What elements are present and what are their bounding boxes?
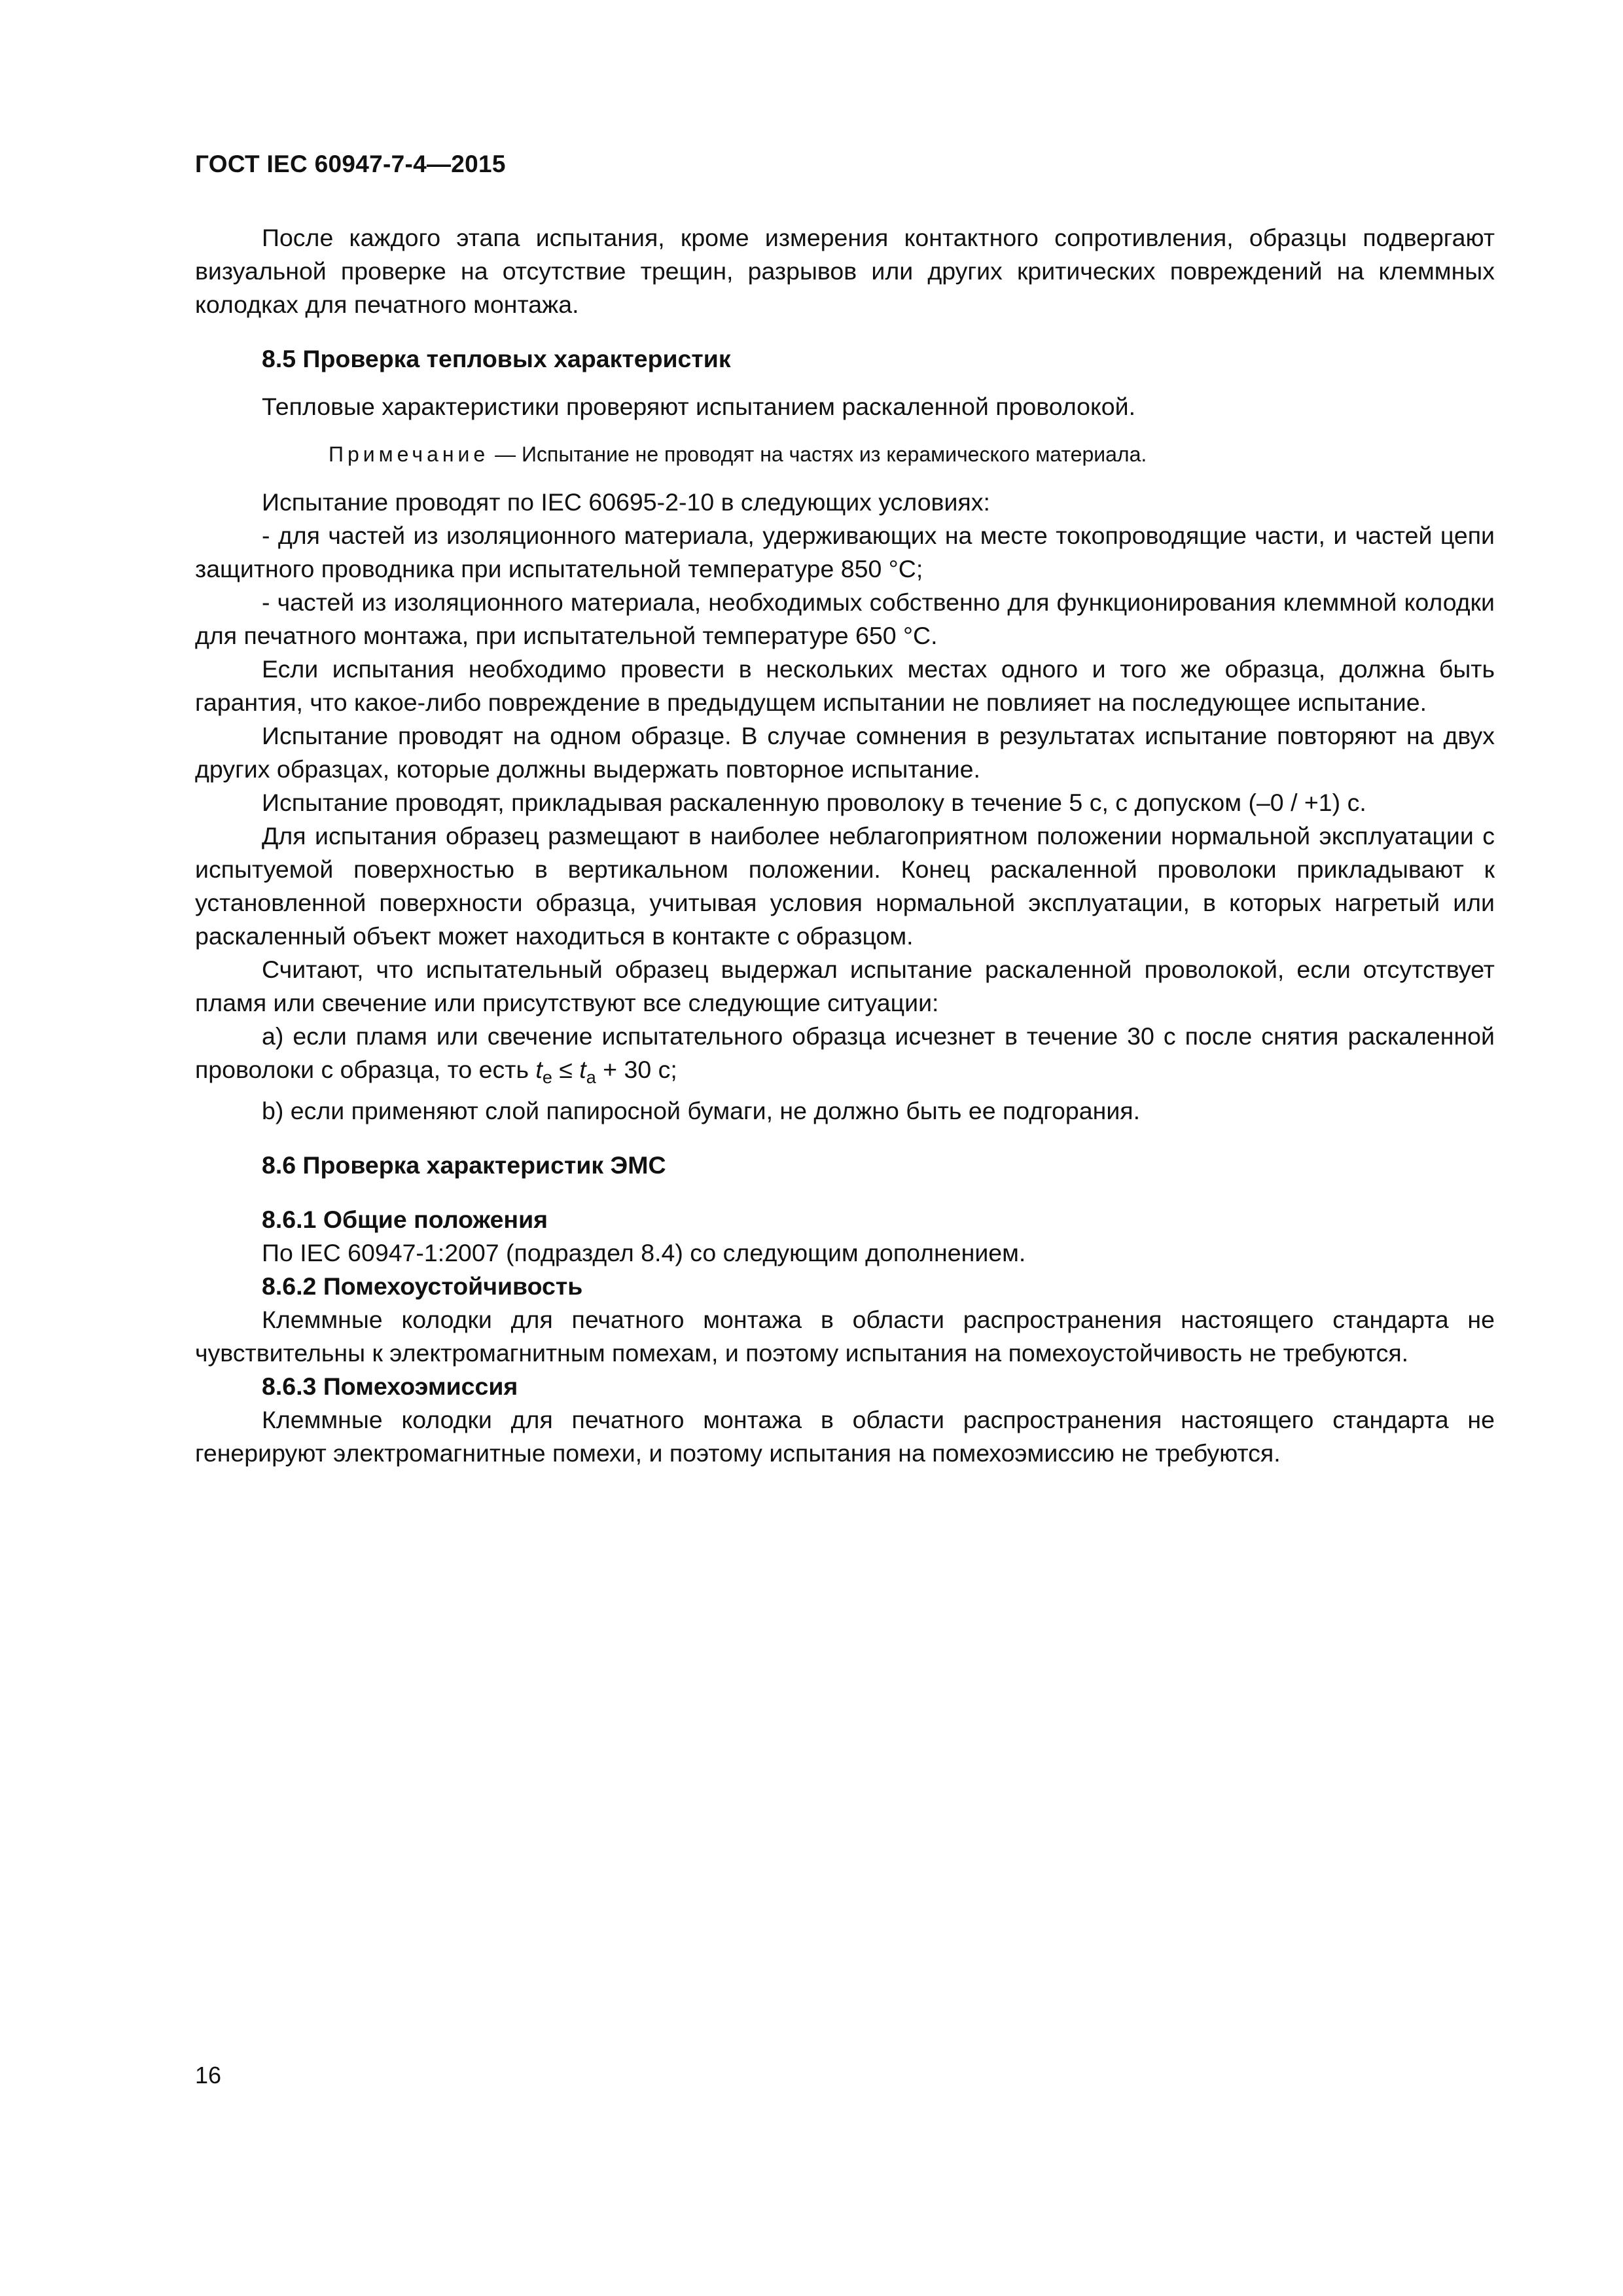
note (195, 438, 1495, 471)
paragraph: Испытание проводят, прикладывая раскаленную проволоку в течение 5 с, с допуском (–0 / +1) с. (262, 789, 1366, 816)
subsection-heading-8-6-1: 8.6.1 Общие положения (262, 1206, 548, 1233)
paragraph: Считают, что испытательный образец выдержал испытание раскаленной проволокой, если отсутствует пламя или свечение или присутствуют все следующие ситуации: (195, 956, 1495, 1016)
section-heading-8-6: 8.6 Проверка характеристик ЭМС (262, 1151, 666, 1179)
note-label: Примечание (329, 442, 490, 466)
paragraph: Для испытания образец размещают в наиболее неблагоприятном положении нормальной эксплуатации с испытуемой поверхностью в вертикальном положении. Конец раскаленной проволоки прикладывают к установленной поверхности образца, учитывая условия нормальной эксплуатации, в которых нагретый или раскаленный объект может находиться в контакте с образцом. (195, 822, 1495, 950)
paragraph: После каждого этапа испытания, кроме измерения контактного сопротивления, образцы подвергают визуальной проверке на отсутствие трещин, разрывов или других критических повреждений на клеммных колодках для печатного монтажа. (195, 224, 1495, 318)
section-heading-8-5: 8.5 Проверка тепловых характеристик (262, 345, 731, 372)
paragraph: Если испытания необходимо провести в нескольких местах одного и того же образца, должна быть гарантия, что какое-либо повреждение в предыдущем испытании не повлияет на последующее испытание. (195, 655, 1495, 716)
paragraph: Клеммные колодки для печатного монтажа в области распространения настоящего стандарта не генерируют электромагнитные помехи, и поэтому испытания на помехоэмиссию не требуются. (195, 1406, 1495, 1467)
formula-sub-e: e (542, 1067, 552, 1087)
document-code-header: ГОСТ IEC 60947-7-4—2015 (195, 151, 506, 177)
list-item-a: a) если пламя или свечение испытательного образца исчезнет в течение 30 с после снятия раскаленной проволоки с образца, то есть $t_e \le t_a + 30$ с; (195, 1022, 1495, 1087)
formula-t: t (579, 1056, 586, 1083)
list-item-b: b) если применяют слой папиросной бумаги, не должно быть ее подгорания. (262, 1097, 1140, 1124)
paragraph: Испытание проводят на одном образце. В случае сомнения в результатах испытание повторяют на двух других образцах, которые должны выдержать повторное испытание. (195, 722, 1495, 783)
list-item: - для частей из изоляционного материала, удерживающих на месте токопроводящие части, и частей цепи защитного проводника при испытательной температуре 850 °С; (195, 522, 1495, 583)
subsection-heading-8-6-2: 8.6.2 Помехоустойчивость (262, 1272, 583, 1300)
paragraph: По IEC 60947-1:2007 (подраздел 8.4) со следующим дополнением. (262, 1239, 1026, 1266)
paragraph: Тепловые характеристики проверяют испытанием раскаленной проволокой. (262, 393, 1136, 420)
subsection-heading-8-6-3: 8.6.3 Помехоэмиссия (262, 1372, 518, 1400)
document-body (195, 221, 1495, 1470)
paragraph: Клеммные колодки для печатного монтажа в области распространения настоящего стандарта не чувствительны к электромагнитным помехам, и поэтому испытания на помехоустойчивость не требуются. (195, 1306, 1495, 1367)
list-item: - частей из изоляционного материала, необходимых собственно для функционирования клеммной колодки для печатного монтажа, при испытательной температуре 650 °С. (195, 588, 1495, 649)
paragraph: Испытание проводят по IEC 60695-2-10 в следующих условиях: (262, 488, 990, 516)
page-number: 16 (195, 2062, 222, 2089)
formula-t: t (535, 1056, 543, 1083)
note-text: — Испытание не проводят на частях из керамического материала. (489, 442, 1147, 466)
formula-sub-a: a (586, 1067, 596, 1087)
